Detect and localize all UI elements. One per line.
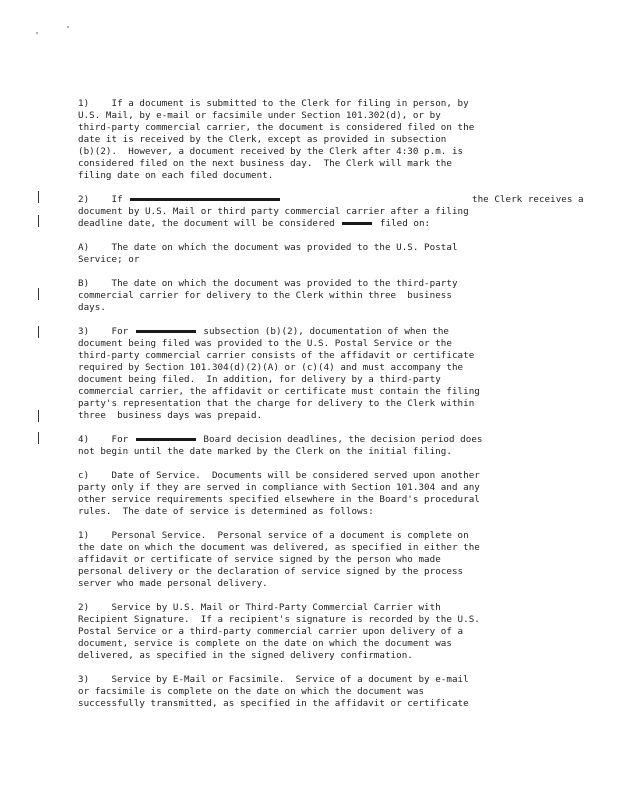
text-line: document, service is complete on the date on which the document was [78, 638, 452, 649]
paragraph [78, 98, 548, 182]
text-line: required by Section 101.304(d)(2)(A) or (c)(4) and must accompany the [78, 362, 464, 373]
redaction-mark [136, 438, 196, 441]
text-line: the date on which the document was delivered, as specified in either the [78, 542, 480, 553]
text-line: document by U.S. Mail or third party commercial carrier after a filing [78, 206, 469, 217]
text-line: c) Date of Service. Documents will be considered served upon another [78, 470, 480, 481]
text-line: document being filed was provided to the U.S. Postal Service or the [78, 338, 452, 349]
text-line: Service; or [78, 254, 140, 265]
text-line: other service requirements specified elsewhere in the Board's procedural [78, 494, 480, 505]
text-line: Recipient Signature. If a recipient's signature is recorded by the U.S. [78, 614, 480, 625]
text-line: 4) For Board decision deadlines, the decision period does [78, 434, 483, 445]
redaction-mark [136, 330, 196, 333]
paragraph [78, 278, 548, 314]
paragraph [78, 530, 548, 590]
revision-bar [38, 288, 39, 300]
text-line: commercial carrier, the affidavit or certificate must contain the filing [78, 386, 480, 397]
document-body [78, 98, 584, 722]
text-line: rules. The date of service is determined as follows: [78, 506, 374, 517]
text-line: (b)(2). However, a document received by the Clerk after 4:30 p.m. is [78, 146, 464, 157]
text-line: considered filed on the next business day. The Clerk will mark the [78, 158, 452, 169]
text-line: days. [78, 302, 106, 313]
text-line: third-party commercial carrier consists of the affidavit or certificate [78, 350, 475, 361]
text-line: 2) If the Clerk receives a [78, 194, 584, 205]
text-line: deadline date, the document will be considered filed on: [78, 218, 431, 229]
text-line: commercial carrier for delivery to the Clerk within three business [78, 290, 452, 301]
text-line: successfully transmitted, as specified in the affidavit or certificate [78, 698, 469, 709]
paragraph [78, 674, 548, 710]
text-line: Postal Service or a third-party commercial carrier upon delivery of a [78, 626, 464, 637]
text-line: personal delivery or the declaration of service signed by the process [78, 566, 464, 577]
text-line: U.S. Mail, by e-mail or facsimile under Section 101.302(d), or by [78, 110, 441, 121]
text-line: document being filed. In addition, for delivery by a third-party [78, 374, 441, 385]
text-line: not begin until the date marked by the Clerk on the initial filing. [78, 446, 452, 457]
text-line: or facsimile is complete on the date on which the document was [78, 686, 425, 697]
text-line: delivered, as specified in the signed delivery confirmation. [78, 650, 413, 661]
text-line: server who made personal delivery. [78, 578, 268, 589]
revision-bar [38, 191, 39, 203]
text-line: 1) If a document is submitted to the Clerk for filing in person, by [78, 98, 469, 109]
text-line: 3) Service by E-Mail or Facsimile. Service of a document by e-mail [78, 674, 469, 685]
text-line: date it is received by the Clerk, except as provided in subsection [78, 134, 447, 145]
text-line: filing date on each filed document. [78, 170, 274, 181]
revision-bar [38, 432, 39, 444]
text-line: 3) For subsection (b)(2), documentation of when the [78, 326, 449, 337]
scan-speck [67, 26, 69, 28]
text-line: A) The date on which the document was provided to the U.S. Postal [78, 242, 458, 253]
paragraph [78, 194, 584, 230]
text-line: 2) Service by U.S. Mail or Third-Party Commercial Carrier with [78, 602, 441, 613]
scan-speck [36, 32, 38, 34]
revision-bar [38, 410, 39, 422]
revision-bar [38, 215, 39, 227]
redaction-mark [130, 198, 280, 201]
text-line: party's representation that the charge for delivery to the Clerk within [78, 398, 475, 409]
redaction-mark [342, 222, 372, 225]
paragraph [78, 242, 548, 266]
paragraph [78, 434, 548, 458]
paragraph [78, 470, 548, 518]
text-line: affidavit or certificate of service signed by the person who made [78, 554, 441, 565]
text-line: three business days was prepaid. [78, 410, 263, 421]
text-line: party only if they are served in compliance with Section 101.304 and any [78, 482, 480, 493]
paragraph [78, 326, 548, 422]
revision-bar [38, 326, 39, 338]
text-line: third-party commercial carrier, the document is considered filed on the [78, 122, 475, 133]
paragraph [78, 602, 548, 662]
text-line: B) The date on which the document was provided to the third-party [78, 278, 458, 289]
text-line: 1) Personal Service. Personal service of a document is complete on [78, 530, 469, 541]
